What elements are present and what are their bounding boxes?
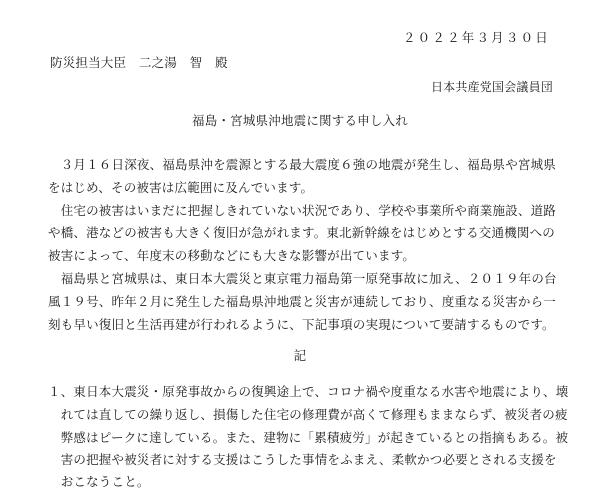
body-line: をはじめ、その被害は広範囲に及んでいます。: [48, 180, 314, 195]
sender: 日本共産党国会議員団: [430, 80, 553, 94]
body-line: 被害によって、年度末の移動などにも大きな影響が出ています。: [48, 248, 416, 263]
item-line: れては直しての繰り返し、損傷した住宅の修理費が高くて修理もままならず、被災者の疲: [48, 407, 568, 422]
item-line: １、東日本大震災・原発事故からの復興途上で、コロナ禍や度重なる水害や地震により、壊: [48, 384, 569, 399]
document-title: 福島・宮城県沖地震に関する申し入れ: [192, 113, 408, 128]
item-line: 弊感はピークに達している。また、建物に「累積疲労」が起きているとの指摘もある。被: [48, 430, 569, 445]
body-line: 風１９号、昨年２月に発生した福島県沖地震と災害が連続しており、度重なる災害から一: [48, 294, 557, 309]
addressee: 防災担当大臣 二之湯 智 殿: [50, 55, 228, 70]
body-line: や橋、港などの被害も大きく復旧が急がれます。東北新幹線をはじめとする交通機関への: [48, 225, 556, 240]
body-line: 住宅の被害はいまだに把握しきれていない状況であり、学校や事業所や商業施設、道路: [48, 203, 557, 218]
body-line: ３月１６日深夜、福島県沖を震源とする最大震度６強の地震が発生し、福島県や宮城県: [48, 157, 557, 172]
item-line: おこなうこと。: [48, 474, 150, 489]
item-line: 害の把握や被災者に対する支援はこうした事情をふまえ、柔軟かつ必要とされる支援を: [48, 452, 557, 467]
ki-heading: 記: [293, 348, 307, 363]
document-date: ２０２２年３月３０日: [402, 30, 550, 45]
body-line: 刻も早い復旧と生活再建が行われるように、下記事項の実現について要請するものです。: [48, 317, 555, 332]
body-line: 福島県と宮城県は、東日本大震災と東京電力福島第一原発事故に加え、２０１９年の台: [48, 271, 557, 286]
